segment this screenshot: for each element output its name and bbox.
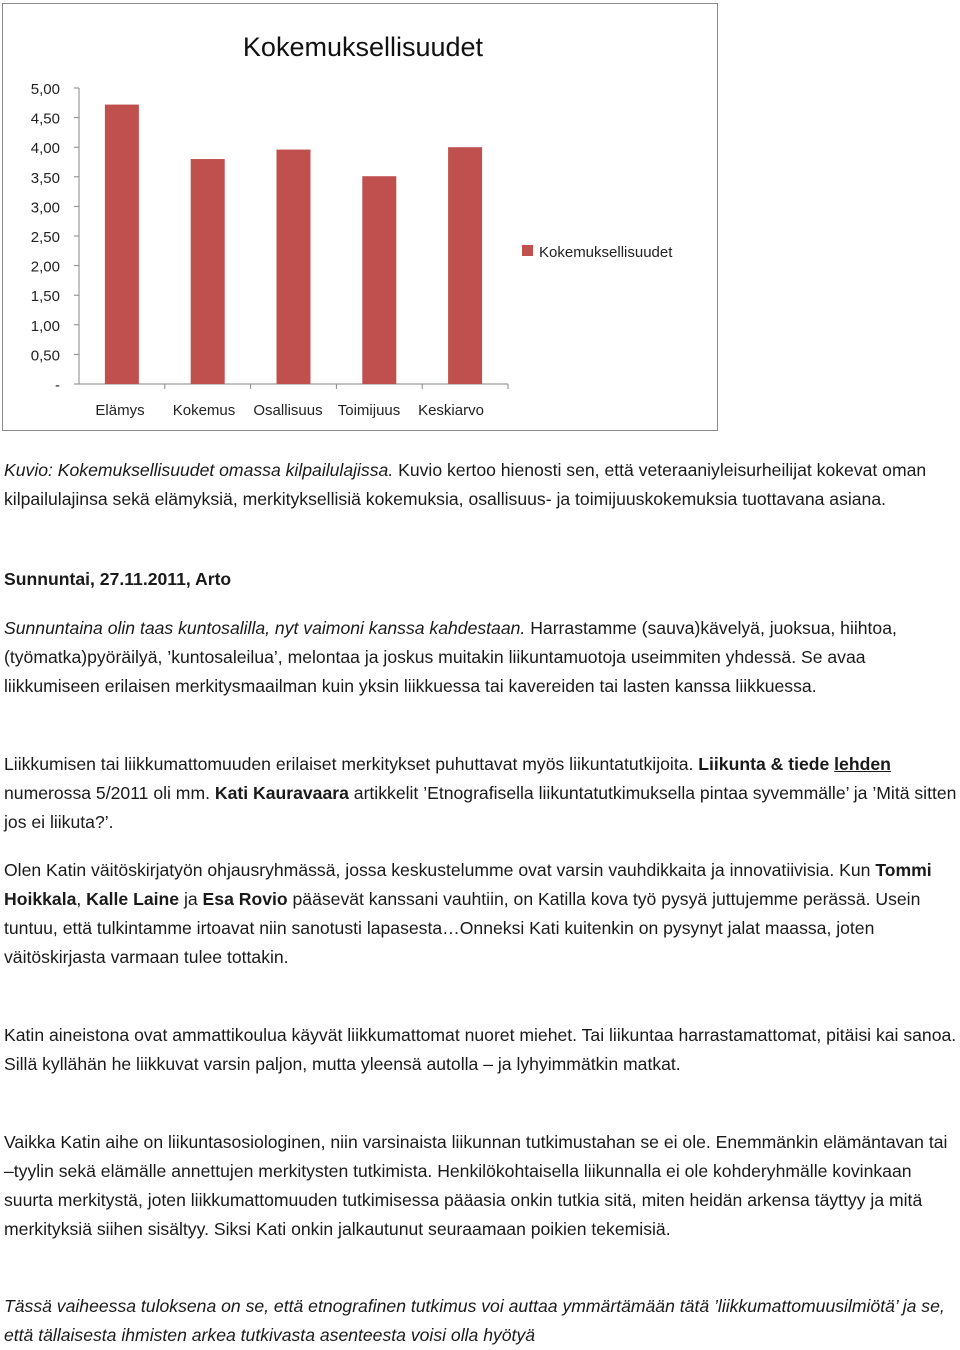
y-tick-label: 0,50	[30, 347, 60, 365]
legend-label: Kokemuksellisuudet	[539, 244, 673, 261]
paragraph-5: Vaikka Katin aihe on liikuntasosiologinen, niin varsinaista liikunnan tutkimustahan se ei ole. Enemmänkin elämäntavan tai –tyylin sekä elämälle annettujen merkitysten tutkimista. Henkilökohtaisella liikunnalla ei ole kohderyhmälle kovinkaan suurta merkitystä, joten liikkumattomuuden tutkimisessa pääasia onkin tutkia sitä, miten heidän arkensa täyttyy ja mitä merkityksiä siihen sisältyy. Siksi Kati onkin jalkautunut seuraamaan poikien tekemisiä.	[4, 1132, 948, 1239]
x-tick-label: Kokemus	[172, 402, 236, 419]
bar	[105, 105, 139, 384]
bar	[448, 147, 482, 384]
person-name-3: Esa Rovio	[202, 889, 288, 909]
caption-text: Kuvio kertoo hienosti sen, että veteraaniyleisurheilijat kokevat oman kilpailulajinsa sekä elämyksiä, merkityksellisiä kokemuksia, osallisuus- ja toimijuuskokemuksia tuottavana asiana.	[4, 460, 927, 509]
magazine-name: Liikunta & tiede	[698, 754, 835, 774]
paragraph-6: Tässä vaiheessa tuloksena on se, että etnografinen tutkimus voi auttaa ymmärtämään tätä ’liikkumattomuusilmiötä’ ja se, että tällaisesta ihmisten arkea tutkivasta asenteesta voisi olla hyötyä	[4, 1296, 945, 1345]
y-tick-label: 4,00	[30, 140, 60, 158]
y-tick-label: 4,50	[30, 110, 60, 128]
x-tick-label: Toimijuus	[337, 402, 401, 419]
bar-chart	[3, 4, 719, 432]
post-heading: Sunnuntai, 27.11.2011, Arto	[4, 569, 232, 589]
bar	[277, 150, 311, 384]
paragraph-1-sentence-2: Harrastamme (sauva)kävelyä, juoksua, hiihtoa, (työmatka)pyöräilyä, ’kuntosaleilua’, melontaa ja joskus muitakin liikuntamuotoja useimmiten yhdessä.	[4, 618, 897, 667]
x-tick-label: Keskiarvo	[418, 402, 484, 419]
y-tick-label: 2,50	[30, 229, 60, 246]
person-name-1: Tommi Hoikkala	[4, 860, 932, 909]
paragraph-3	[4, 856, 958, 972]
y-tick-label: 1,00	[30, 317, 60, 335]
bar	[362, 176, 396, 384]
paragraph-1-sentence-3: Se avaa liikkumiseen erilaisen merkitysmaailman kuin yksin liikkuessa tai kavereiden tai lasten kanssa liikkuessa.	[4, 647, 866, 696]
y-tick-label: 5,00	[30, 81, 60, 98]
paragraph-3-text-1: Olen Katin väitöskirjatyön ohjausryhmässä, jossa keskustelumme ovat varsin vauhdikkaita ja innovatiivisia. Kun	[4, 860, 876, 880]
separator-1: ,	[76, 889, 87, 909]
chart-title: Kokemuksellisuudet	[242, 32, 484, 62]
x-tick-label: Osallisuus	[253, 402, 323, 419]
y-tick-label: 3,00	[30, 199, 60, 217]
legend-swatch	[522, 245, 533, 256]
paragraph-2-text-3: artikkelit ’Etnografisella liikuntatutkimuksella pintaa syvemmälle’ ja ’Mitä sitten jos ei liikuta?’.	[4, 783, 957, 832]
person-name-2: Kalle Laine	[86, 889, 180, 909]
paragraph-1-sentence-1: Sunnuntaina olin taas kuntosalilla, nyt vaimoni kanssa kahdestaan.	[4, 618, 526, 638]
magazine-name-link[interactable]: lehden	[834, 754, 891, 774]
y-tick-label: 1,50	[30, 288, 60, 306]
paragraph-2	[4, 750, 958, 837]
y-tick-label: 3,50	[30, 169, 60, 187]
y-tick-label: -	[55, 377, 60, 394]
caption-label: Kuvio: Kokemuksellisuudet omassa kilpailulajissa.	[4, 460, 394, 480]
x-tick-label: Elämys	[95, 402, 145, 419]
chart-frame	[2, 3, 718, 431]
paragraph-1	[4, 614, 958, 701]
bar	[191, 159, 225, 384]
paragraph-3-text-2: pääsevät kanssani vauhtiin, on Katilla kova työ pysyä juttujemme perässä. Usein tuntuu, että tulkintamme irtoavat niin sanotusti lapasesta…Onneksi Kati kuitenkin on pysynyt jalat maassa, joten väitöskirjasta varmaan tulee tottakin.	[4, 889, 921, 967]
author-name: Kati Kauravaara	[214, 783, 349, 803]
paragraph-2-text-2: numerossa 5/2011 oli mm.	[4, 783, 215, 803]
chart-caption	[4, 456, 958, 514]
separator-2: ja	[179, 889, 203, 909]
paragraph-2-text-1: Liikkumisen tai liikkumattomuuden erilaiset merkitykset puhuttavat myös liikuntatutkijoita.	[4, 754, 699, 774]
paragraph-4: Katin aineistona ovat ammattikoulua käyvät liikkumattomat nuoret miehet. Tai liikuntaa harrastamattomat, pitäisi kai sanoa. Sillä kyllähän he liikkuvat varsin paljon, mutta yleensä autolla – ja lyhyimmätkin matkat.	[4, 1025, 957, 1074]
y-tick-label: 2,00	[30, 258, 60, 276]
